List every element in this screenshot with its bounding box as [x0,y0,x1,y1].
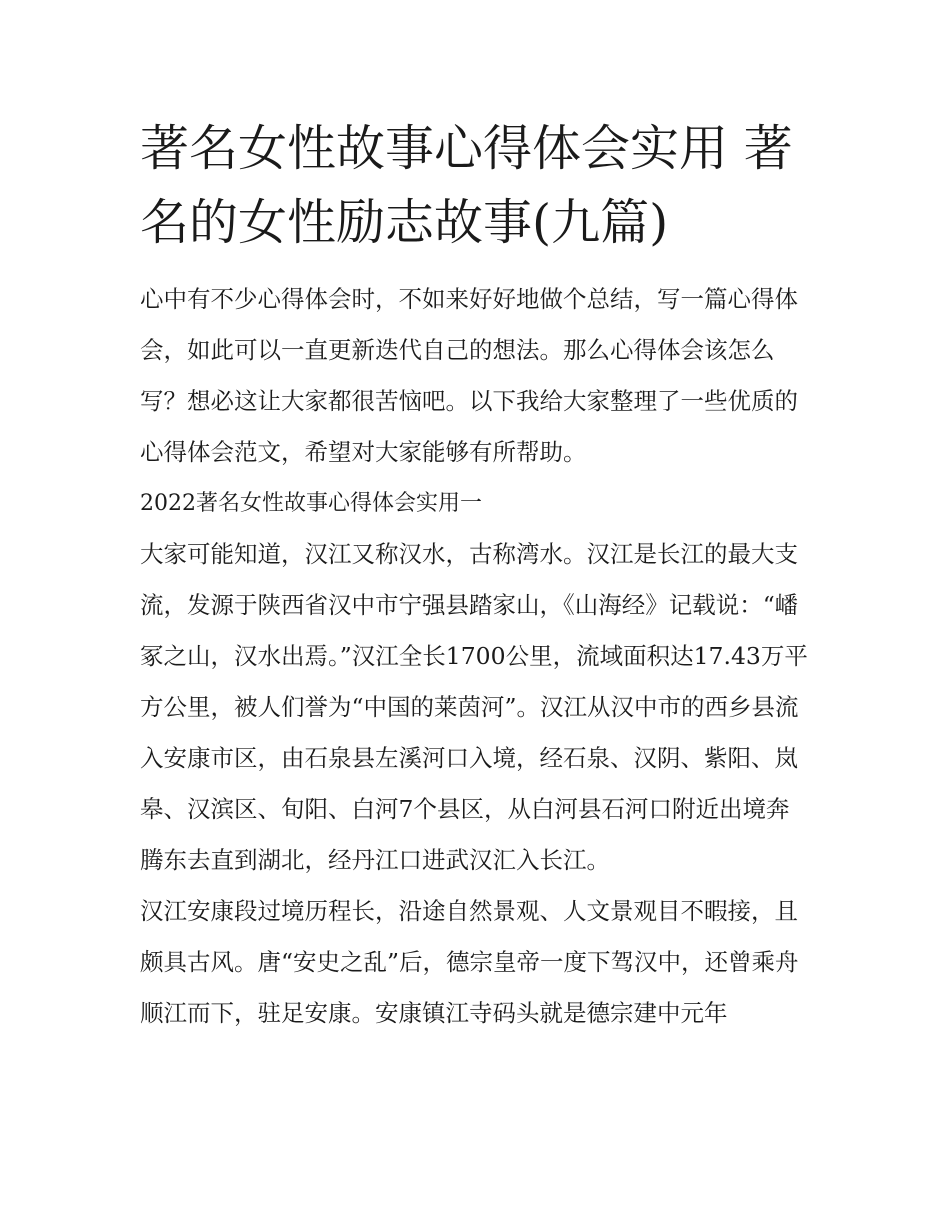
document-page [140,112,812,1039]
document-body [140,274,812,1039]
body-paragraph: 大家可能知道，汉江又称汉水，古称湾水。汉江是长江的最大支流，发源于陕西省汉中市宁强县踏家山，《山海经》记载说：“嶓冢之山，汉水出焉。”汉江全长1700公里，流域面积达17.43万平方公里，被人们誉为“中国的莱茵河”。汉江从汉中市的西乡县流入安康市区，由石泉县左溪河口入境，经石泉、汉阴、紫阳、岚皋、汉滨区、旬阳、白河7个县区，从白河县石河口附近出境奔腾东去直到湖北，经丹江口进武汉汇入长江。 [140,540,808,874]
body-paragraph: 汉江安康段过境历程长，沿途自然景观、人文景观目不暇接，且颇具古风。唐“安史之乱”后，德宗皇帝一度下驾汉中，还曾乘舟顺江而下，驻足安康。安康镇江寺码头就是德宗建中元年 [140,897,799,1027]
section-heading: 2022著名女性故事心得体会实用一 [140,491,482,516]
document-title: 著名女性故事心得体会实用 著名的女性励志故事(九篇) [140,120,793,251]
intro-paragraph: 心中有不少心得体会时，不如来好好地做个总结，写一篇心得体会，如此可以一直更新迭代自己的想法。那么心得体会该怎么写？想必这让大家都很苦恼吧。以下我给大家整理了一些优质的心得体会范文，希望对大家能够有所帮助。 [140,285,798,466]
